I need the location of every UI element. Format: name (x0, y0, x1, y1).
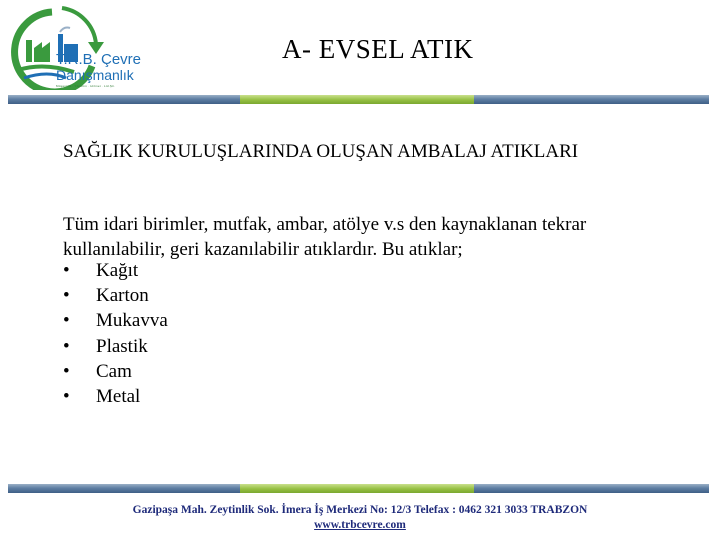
logo-tagline: Müşavirlik · Yönetim · Hizmet · Ltd.Şti. (56, 84, 115, 88)
list-item-label: Cam (96, 360, 132, 382)
company-logo (4, 4, 144, 90)
top-divider-bar (8, 95, 709, 104)
section-heading: SAĞLIK KURULUŞLARINDA OLUŞAN AMBALAJ ATIKLARI (63, 141, 579, 162)
page-title: A- EVSEL ATIK (282, 34, 474, 64)
logo-brand-name: T.R.B. Çevre (56, 51, 142, 68)
bullet-icon: • (63, 310, 70, 332)
list-item-label: Karton (96, 285, 149, 307)
bullet-icon: • (63, 285, 70, 307)
top-divider-accent (240, 95, 474, 104)
footer-website-link[interactable]: www.trbcevre.com (314, 519, 406, 531)
footer (0, 503, 720, 533)
bullet-icon: • (63, 260, 70, 281)
footer-address: Gazipaşa Mah. Zeytinlik Sok. İmera İş Merkezi No: 12/3 Telefax : 0462 321 3033 TRABZON (132, 504, 588, 516)
logo-brand-subtitle: Danışmanlık (56, 67, 134, 83)
intro-paragraph: Tüm idari birimler, mutfak, ambar, atölye v.s den kaynaklanan tekrar kullanılabilir, geri kazanılabilir atıklardır. Bu atıklar; (63, 214, 587, 260)
list-item-label: Kağıt (96, 260, 139, 281)
list-item-label: Metal (96, 385, 141, 407)
bullet-icon: • (63, 385, 70, 407)
bottom-divider-accent (240, 484, 474, 493)
bottom-divider-bar (8, 484, 709, 493)
list-item-label: Mukavva (96, 310, 168, 332)
bullet-icon: • (63, 335, 70, 357)
list-item-label: Plastik (96, 335, 148, 357)
bullet-icon: • (63, 360, 70, 382)
